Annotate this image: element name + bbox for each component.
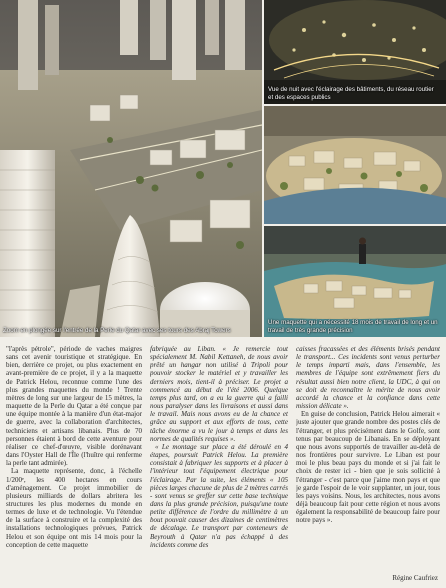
quote-text: fabriquée au Liban. « Je remercie tout spécialement M. Nabil Kettaneh, de nous avoir prêté un hangar non utilisé à Tripoli pour pouvoir stocker le matériel et y travailler les derniers mois, tient-il à préciser. Le projet a commencé au début de l'été 2006. Quelque temps plus tard, on a eu la guerre qui a failli nous paralyser dans les livraisons et aussi dans le travail. Mais nous avons eu de la chance et grâce au support et aux efforts de tous, cette tâche énorme a vu le jour à temps et dans les normes de qualités requises ». bbox=[150, 345, 288, 443]
night-view-caption: Vue de nuit avec l'éclairage des bâtiments, du réseau routier et des espaces publics bbox=[268, 86, 434, 101]
model-overview-photo bbox=[264, 106, 446, 224]
paragraph bbox=[150, 443, 288, 549]
text-column-3 bbox=[296, 345, 440, 567]
paragraph bbox=[296, 345, 440, 410]
quote-text: « Le montage sur place a été déroulé en 4 étapes, poursuit Patrick Helou. La première consistait à fabriquer les supports et à placer à l'intérieur tout l'équipement électrique pour l'éclairage. Par la suite, les éléments « 105 pièces larges chacune de plus de 2 mètres carrés - sont venus se greffer sur cette base technique dans la plus grande précision, puisqu'une toute petite différence de l'ordre du millimètre à un bout pouvait causer des dizaines de centimètres de décalage. Le transport par conteneurs de Beyrouth à Qatar n'a pas échappé à des incidents comme des bbox=[150, 442, 288, 549]
paragraph: En guise de conclusion, Patrick Helou aimerait « juste ajouter que grande nombre des postes clés de l'étranger, et plus précisément dans le Golfe, sont tenus par beaucoup de Libanais. En se déployant que nous avons supportés de travailler au-delà de nos frontières pour survivre. Le Liban est pour moi le plus beau pays du monde et si j'ai fait le choix de rester ici - bien que je sois sollicité à l'étranger - c'est parce que j'aime mon pays et que je garde l'espoir de le voir supplanter, un jour, tous les pays voisins. Nous, les architectes, nous avons déjà beaucoup fait pour cette région et nous avons également la responsabilité de beaucoup faire pour notre pays ». bbox=[296, 410, 440, 525]
text-column-1 bbox=[6, 345, 142, 583]
paragraph: La maquette représente, donc, à l'échelle 1/200ᵉ, les 400 hectares en cours d'aménagement. Ce projet immobilier de plusieurs milliards de dollars abritera les structures les plus modernes du monde en termes de luxe et de technologie. Vu l'étendue de la surface à construire et la complexité des installations technologiques prévues, Patrick Helou et son équipe ont mis 14 mois pour la conception de cette maquette bbox=[6, 467, 142, 549]
main-photo-caption: Zoom en plongée sur l'entrée de la Perle du Qatar avec ses tours des Abraj Towers bbox=[3, 326, 231, 334]
author-signature: Régine Caufriez bbox=[392, 574, 438, 582]
text-column-2 bbox=[150, 345, 288, 583]
paragraph bbox=[150, 345, 288, 443]
model-with-person-caption: Une maquette qui a nécessité 18 mois de travail de long et un travail de très grande précision bbox=[268, 319, 438, 334]
model-with-person-photo bbox=[264, 226, 446, 337]
quote-text: caisses fracassées et des éléments brisés pendant le transport... Ces incidents sont venus perturber le temps imparti mais, dans l'ensemble, les membres de l'équipe sont extrêmement fiers du résultat aussi bien notre client, la UDC, à qui on se doit de reconnaître le mérite de nous avoir accordé la chance et la confiance dans cette mission délicate ». bbox=[296, 345, 440, 411]
night-view-photo bbox=[264, 0, 446, 104]
paragraph: "l'après pétrole", période de vaches maigres sans cet avenir touristique et stratégique. En bien, derrière ce projet, ou plus exactement en avant-première de ce projet, il y a la maquette de Patrick Helou, reconnue comme l'une des plus grandes maquettes du monde ! Trente mètres de long sur une largeur de 15 mètres, la maquette de la Perle du Qatar a été conçue par une équipe montée à la manière d'un état-major de guerre, avec la collaboration d'architectes, techniciens et artisans libanais. Plus de 70 personnes étaient à bord de cette aventure pour réaliser ce chef-d'œuvre, visible dorénavant dans l'Oyster Hall de l'Île (l'huître qui renferme la perle tant admirée). bbox=[6, 345, 142, 468]
main-photo-model-entrance bbox=[0, 0, 262, 337]
